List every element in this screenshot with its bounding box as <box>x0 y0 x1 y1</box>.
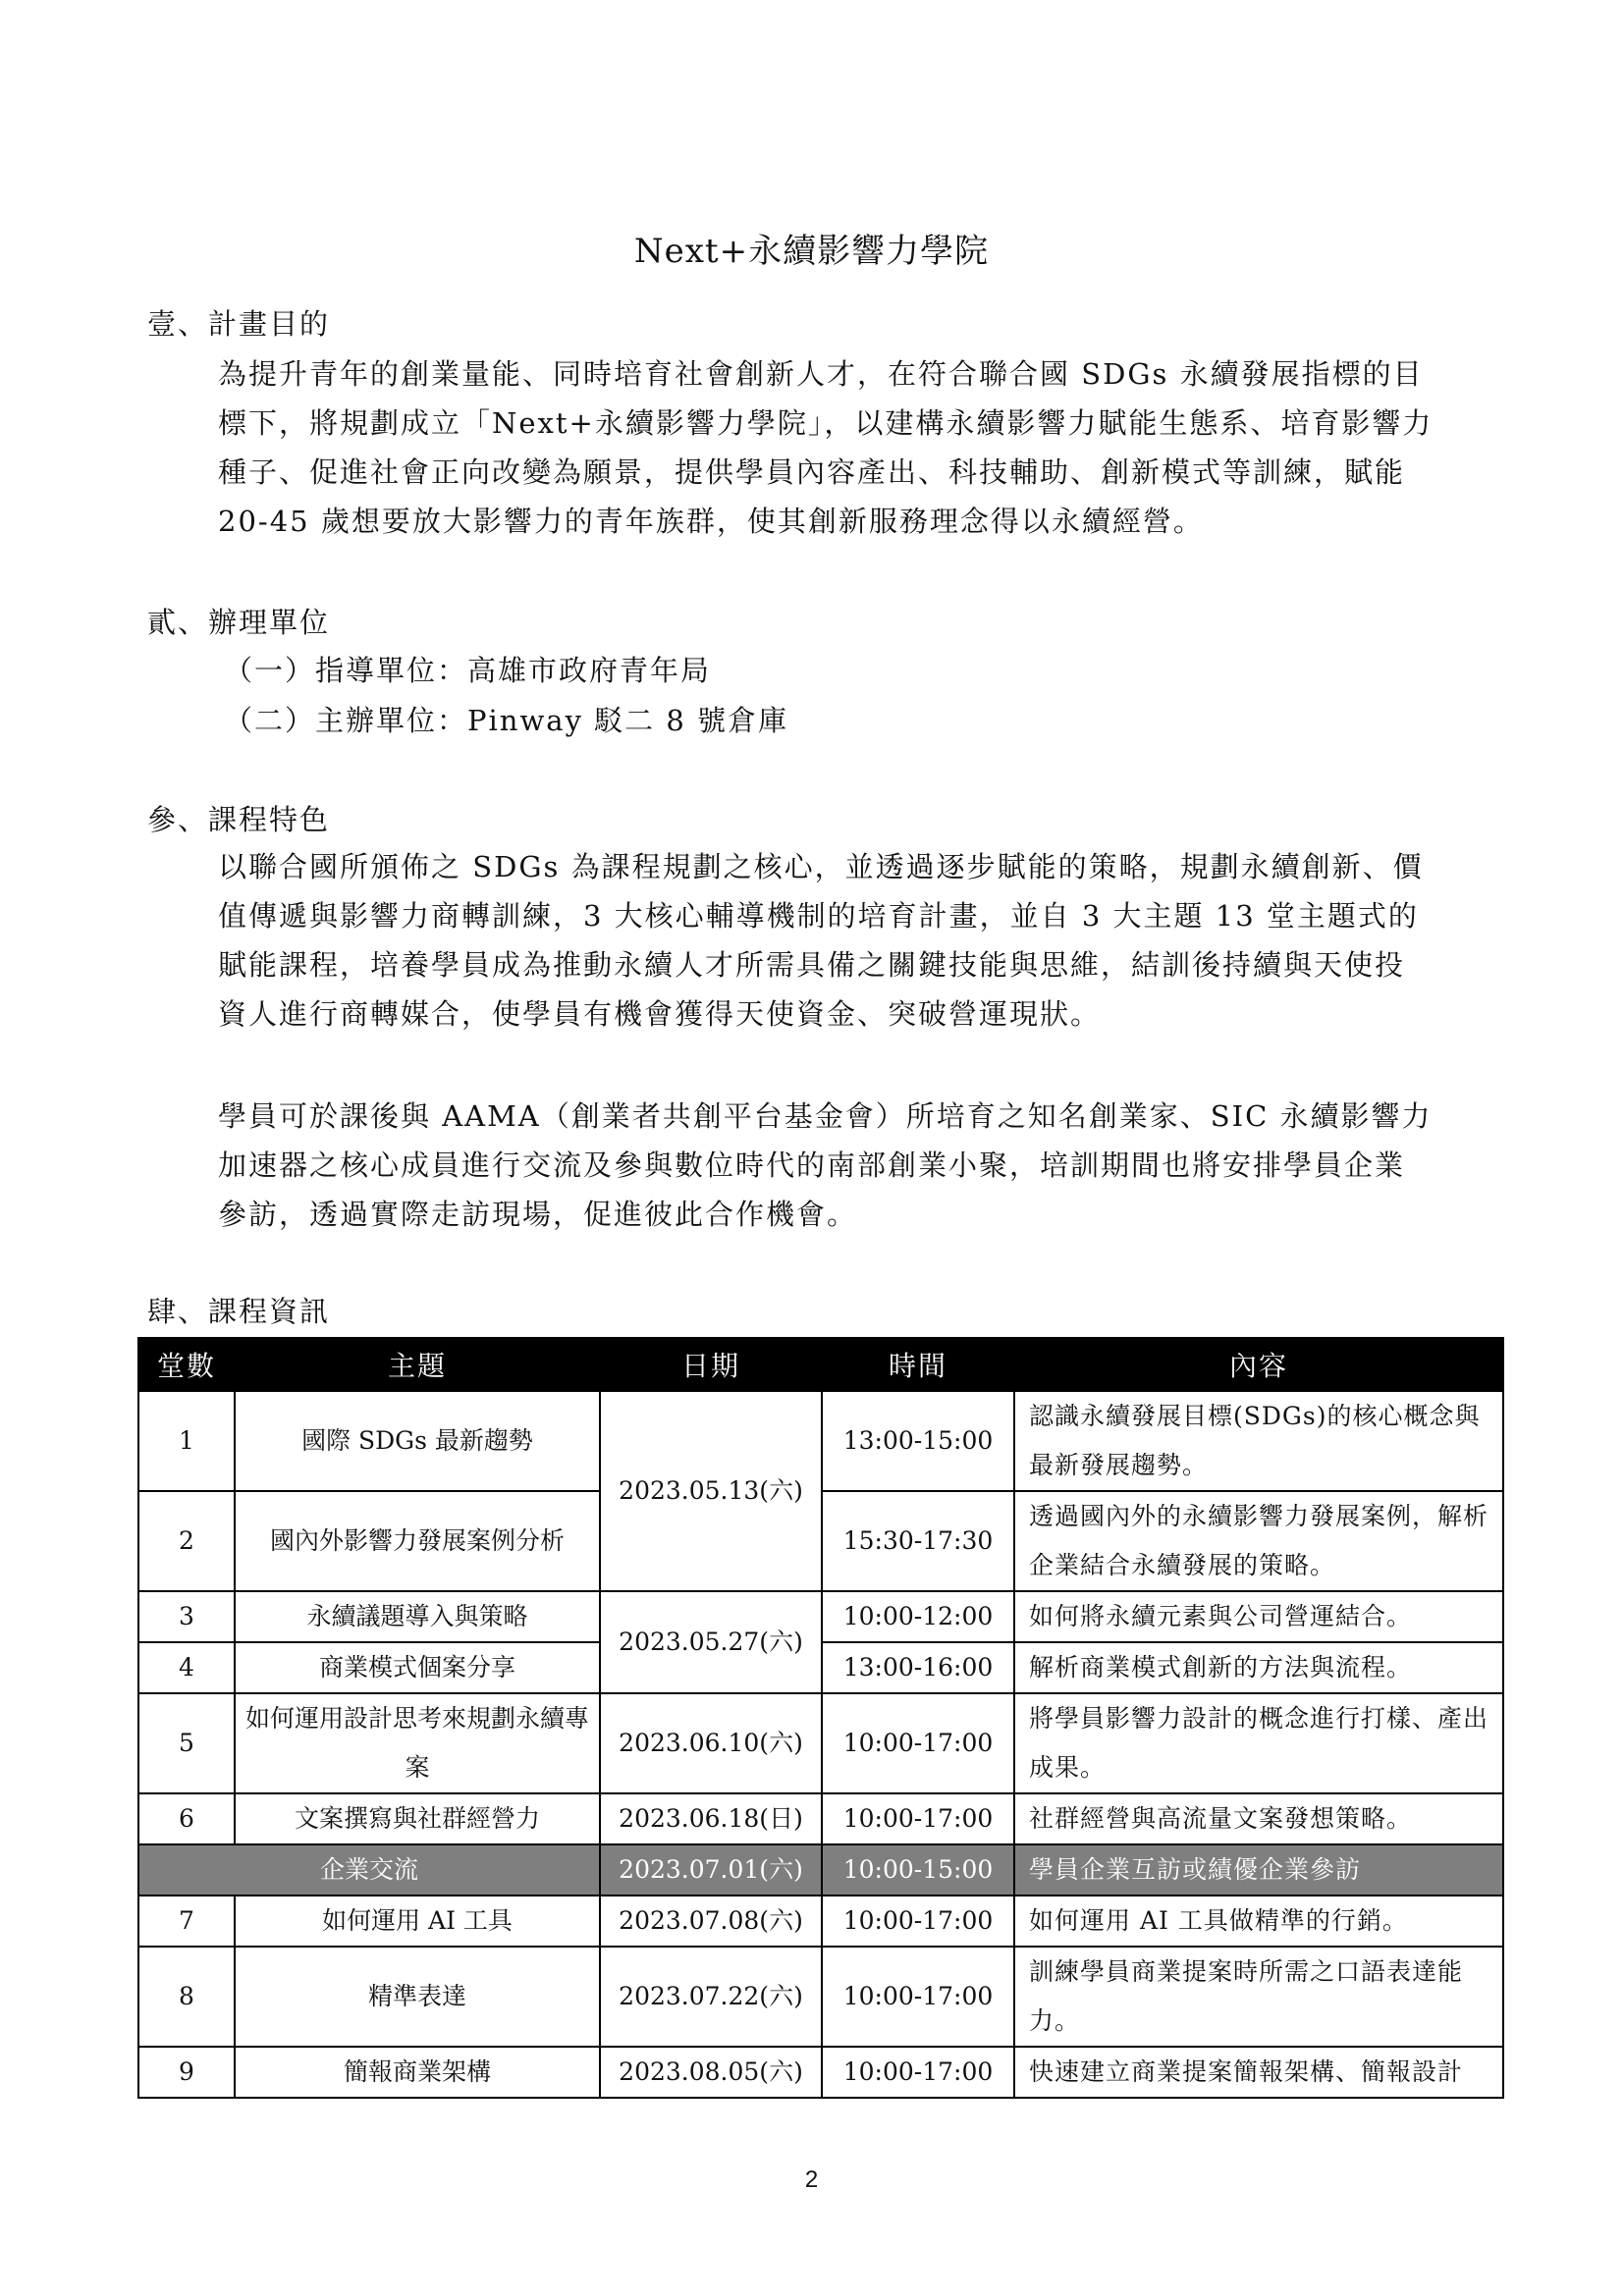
session-number: 8 <box>138 1947 235 2047</box>
paragraph-line: 學員可於課後與 AAMA（創業者共創平台基金會）所培育之知名創業家、SIC 永續影響力 <box>218 1099 1433 1133</box>
session-topic: 企業交流 <box>138 1844 600 1896</box>
session-date: 2023.06.10(六) <box>600 1693 822 1793</box>
session-content: 透過國內外的永續影響力發展案例，解析企業結合永續發展的策略。 <box>1014 1491 1503 1591</box>
section-heading-course-info: 肆、課程資訊 <box>147 1295 331 1328</box>
session-topic: 國內外影響力發展案例分析 <box>235 1491 600 1591</box>
table-row-company-exchange <box>138 1844 1503 1896</box>
column-header-time: 時間 <box>822 1338 1014 1391</box>
paragraph-line: 值傳遞與影響力商轉訓練，3 大核心輔導機制的培育計畫，並自 3 大主題 13 堂主題式的 <box>218 899 1419 933</box>
session-content: 如何將永續元素與公司營運結合。 <box>1014 1591 1503 1642</box>
session-date: 2023.07.08(六) <box>600 1896 822 1947</box>
session-time: 10:00-17:00 <box>822 2047 1014 2098</box>
session-topic: 如何運用 AI 工具 <box>235 1896 600 1947</box>
purpose-paragraph <box>218 349 1485 546</box>
session-content: 認識永續發展目標(SDGs)的核心概念與最新發展趨勢。 <box>1014 1391 1503 1491</box>
session-topic: 商業模式個案分享 <box>235 1642 600 1693</box>
table-header-row <box>138 1338 1503 1391</box>
session-topic: 國際 SDGs 最新趨勢 <box>235 1391 600 1491</box>
paragraph-line: 加速器之核心成員進行交流及參與數位時代的南部創業小聚，培訓期間也將安排學員企業 <box>218 1148 1406 1182</box>
session-number: 2 <box>138 1491 235 1591</box>
session-date: 2023.06.18(日) <box>600 1793 822 1844</box>
session-topic: 簡報商業架構 <box>235 2047 600 2098</box>
column-header-content: 內容 <box>1014 1338 1503 1391</box>
session-time: 10:00-17:00 <box>822 1896 1014 1947</box>
session-time: 10:00-17:00 <box>822 1947 1014 2047</box>
session-content: 社群經營與高流量文案發想策略。 <box>1014 1793 1503 1844</box>
paragraph-line: 標下，將規劃成立「Next+永續影響力學院」，以建構永續影響力賦能生態系、培育影響力 <box>218 406 1434 440</box>
session-number: 1 <box>138 1391 235 1491</box>
session-number: 6 <box>138 1793 235 1844</box>
table-row <box>138 1693 1503 1793</box>
session-time: 10:00-12:00 <box>822 1591 1014 1642</box>
session-topic: 如何運用設計思考來規劃永續專案 <box>235 1693 600 1793</box>
section-heading-organizers: 貳、辦理單位 <box>147 606 331 639</box>
session-content: 解析商業模式創新的方法與流程。 <box>1014 1642 1503 1693</box>
session-number: 7 <box>138 1896 235 1947</box>
paragraph-line: 資人進行商轉媒合，使學員有機會獲得天使資金、突破營運現狀。 <box>218 997 1102 1031</box>
session-number: 4 <box>138 1642 235 1693</box>
column-header-topic: 主題 <box>235 1338 600 1391</box>
paragraph-line: 以聯合國所頒佈之 SDGs 為課程規劃之核心，並透過逐步賦能的策略，規劃永續創新、價 <box>218 850 1424 883</box>
paragraph-line: 為提升青年的創業量能、同時培育社會創新人才，在符合聯合國 SDGs 永續發展指標的目 <box>218 357 1424 391</box>
session-topic: 精準表達 <box>235 1947 600 2047</box>
paragraph-line: 20-45 歲想要放大影響力的青年族群，使其創新服務理念得以永續經營。 <box>218 505 1204 538</box>
session-number: 5 <box>138 1693 235 1793</box>
column-header-session: 堂數 <box>138 1338 235 1391</box>
session-content: 快速建立商業提案簡報架構、簡報設計 <box>1014 2047 1503 2098</box>
session-topic: 永續議題導入與策略 <box>235 1591 600 1642</box>
table-row <box>138 1391 1503 1491</box>
session-time: 10:00-17:00 <box>822 1793 1014 1844</box>
session-time: 15:30-17:30 <box>822 1491 1014 1591</box>
paragraph-line: 賦能課程，培養學員成為推動永續人才所需具備之關鍵技能與思維，結訓後持續與天使投 <box>218 948 1406 982</box>
organizer-item-advisor: （一）指導單位：高雄市政府青年局 <box>224 654 712 687</box>
page-number: 2 <box>804 2166 819 2193</box>
paragraph-line: 參訪，透過實際走訪現場，促進彼此合作機會。 <box>218 1198 858 1231</box>
section-heading-purpose: 壹、計畫目的 <box>147 307 331 341</box>
session-number: 3 <box>138 1591 235 1642</box>
session-content: 訓練學員商業提案時所需之口語表達能力。 <box>1014 1947 1503 2047</box>
table-row <box>138 1591 1503 1642</box>
session-date: 2023.08.05(六) <box>600 2047 822 2098</box>
session-topic: 文案撰寫與社群經營力 <box>235 1793 600 1844</box>
organizer-item-host: （二）主辦單位：Pinway 駁二 8 號倉庫 <box>224 704 789 737</box>
features-paragraph-2 <box>218 1092 1485 1239</box>
table-row <box>138 1793 1503 1844</box>
paragraph-line: 種子、促進社會正向改變為願景，提供學員內容產出、科技輔助、創新模式等訓練，賦能 <box>218 455 1406 489</box>
document-title: Next+永續影響力學院 <box>633 232 990 271</box>
session-time: 13:00-15:00 <box>822 1391 1014 1491</box>
session-date: 2023.05.13(六) <box>600 1391 822 1591</box>
session-time: 13:00-16:00 <box>822 1642 1014 1693</box>
session-time: 10:00-17:00 <box>822 1693 1014 1793</box>
column-header-date: 日期 <box>600 1338 822 1391</box>
table-row <box>138 1896 1503 1947</box>
session-date: 2023.05.27(六) <box>600 1591 822 1693</box>
table-row <box>138 2047 1503 2098</box>
session-date: 2023.07.22(六) <box>600 1947 822 2047</box>
table-row <box>138 1947 1503 2047</box>
session-time: 10:00-15:00 <box>822 1844 1014 1896</box>
session-content: 如何運用 AI 工具做精準的行銷。 <box>1014 1896 1503 1947</box>
session-content: 將學員影響力設計的概念進行打樣、產出成果。 <box>1014 1693 1503 1793</box>
session-date: 2023.07.01(六) <box>600 1844 822 1896</box>
section-heading-features: 參、課程特色 <box>147 803 331 836</box>
session-content: 學員企業互訪或績優企業參訪 <box>1014 1844 1503 1896</box>
course-table <box>137 1337 1504 2099</box>
features-paragraph-1 <box>218 842 1485 1039</box>
session-number: 9 <box>138 2047 235 2098</box>
